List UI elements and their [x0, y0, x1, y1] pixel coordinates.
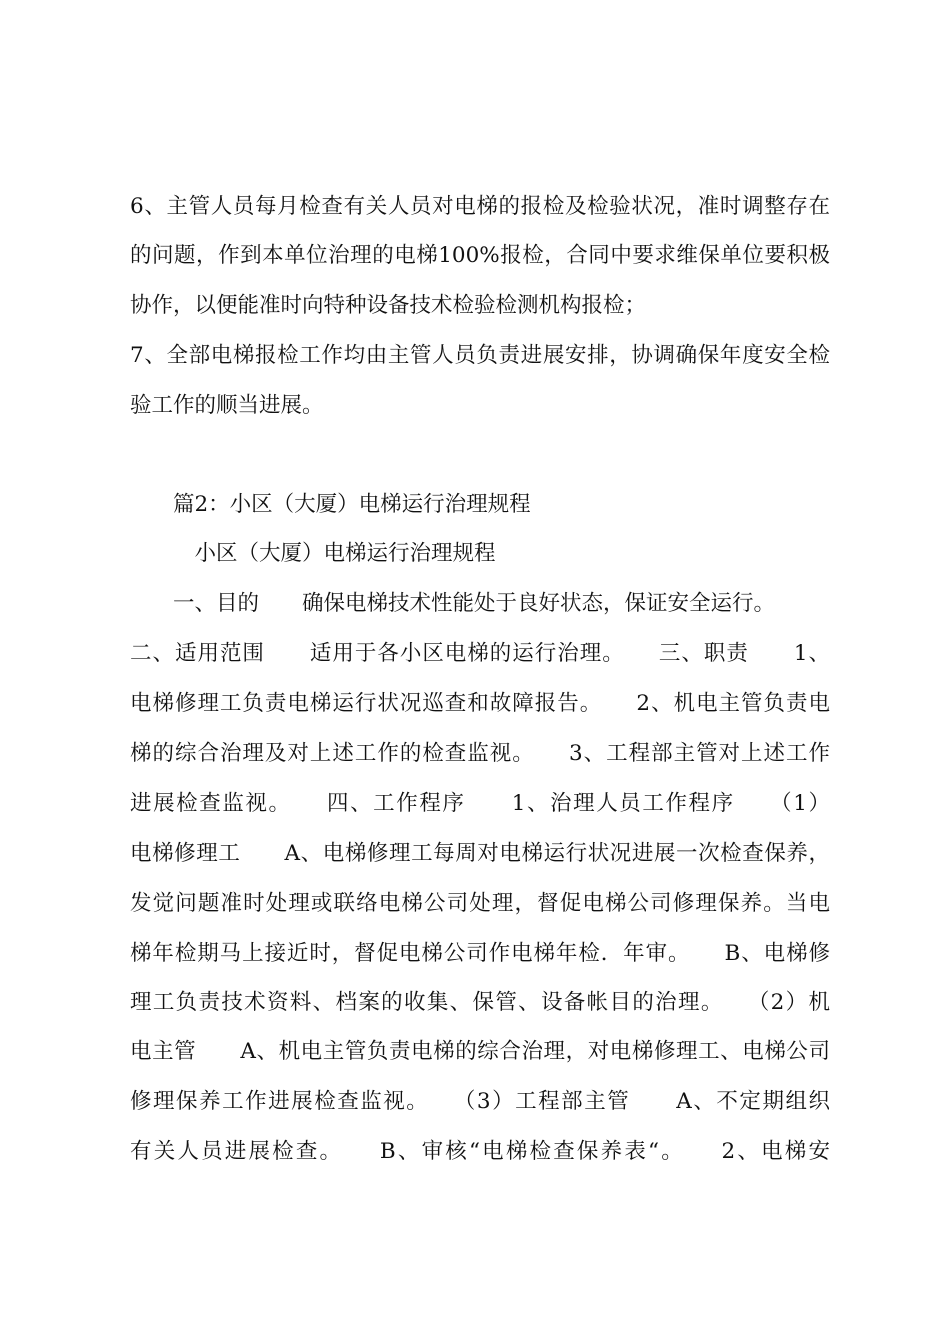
section-heading: 篇2：小区（大厦）电梯运行治理规程 — [130, 492, 531, 517]
paragraph-6-line-2: 的问题，作到本单位治理的电梯100%报检，合同中要求维保单位要积极 — [130, 243, 830, 268]
body-line-3: 电梯修理工负责电梯运行状况巡查和故障报告。 2、机电主管负责电 — [130, 691, 830, 716]
body-line-12: 有关人员进展检查。 B、审核“电梯检查保养表“。 2、电梯安 — [130, 1139, 830, 1164]
body-line-8: 梯年检期马上接近时，督促电梯公司作电梯年检．年审。 B、电梯修 — [130, 941, 830, 966]
paragraph-7-line-1: 7、全部电梯报检工作均由主管人员负责进展安排，协调确保年度安全检 — [130, 343, 830, 368]
body-line-1: 一、目的 确保电梯技术性能处于良好状态，保证安全运行。 — [130, 591, 776, 616]
body-line-2: 二、适用范围 适用于各小区电梯的运行治理。 三、职责 1、 — [130, 641, 830, 666]
body-line-11: 修理保养工作进展检查监视。 （3）工程部主管 A、不定期组织 — [130, 1089, 830, 1114]
body-line-6: 电梯修理工 A、电梯修理工每周对电梯运行状况进展一次检查保养， — [130, 841, 830, 866]
body-line-7: 发觉问题准时处理或联络电梯公司处理，督促电梯公司修理保养。当电 — [130, 891, 830, 916]
body-line-5: 进展检查监视。 四、工作程序 1、治理人员工作程序 （1） — [130, 791, 830, 816]
paragraph-7-line-2: 验工作的顺当进展。 — [130, 393, 324, 418]
body-line-10: 电主管 A、机电主管负责电梯的综合治理，对电梯修理工、电梯公司 — [130, 1039, 830, 1064]
paragraph-6-line-1: 6、主管人员每月检查有关人员对电梯的报检及检验状况，准时调整存在 — [130, 194, 830, 219]
body-line-4: 梯的综合治理及对上述工作的检查监视。 3、工程部主管对上述工作 — [130, 741, 830, 766]
body-line-9: 理工负责技术资料、档案的收集、保管、设备帐目的治理。 （2）机 — [130, 990, 830, 1015]
paragraph-6-line-3: 协作，以便能准时向特种设备技术检验检测机构报检； — [130, 293, 647, 318]
document-title: 小区（大厦）电梯运行治理规程 — [130, 541, 496, 566]
